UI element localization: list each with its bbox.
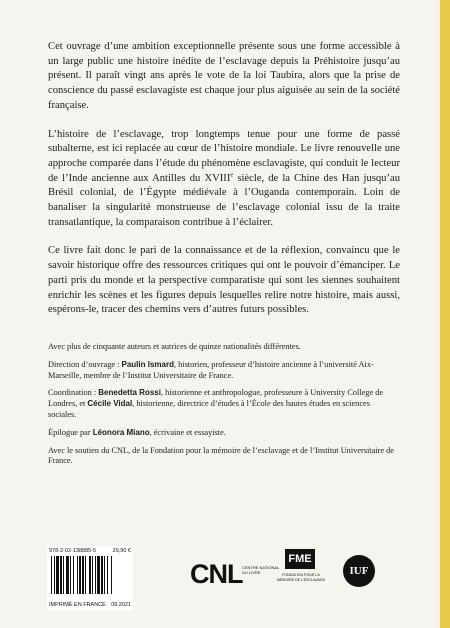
iuf-logo: IUF — [343, 555, 375, 587]
barcode-icon — [50, 556, 130, 594]
direction-credit — [48, 360, 398, 382]
blurb-paragraph-3: Ce livre fait donc le pari de la connaissance et de la réflexion, convaincu que le savoir historique offre des ressources critiques qui ont le pouvoir d’émanciper. Le parti pris du monde et la perspective comparatiste qui sont les siennes souhaitent enrichir les scènes et les figures depuis lesquelles relire notre histoire, mais aussi, espérons-le, tracer des chemins vers d’autres futurs possibles. — [48, 245, 400, 316]
direction-details: , historien, professeur d’histoire ancienne à l’université Aix-Marseille, membre de l’Institut Universitaire de France. — [48, 359, 374, 380]
coordination-details-1: , historienne et anthropologue, professeure à University College de Londres, et — [48, 388, 384, 409]
coordination-details-2: , historienne, directrice d’études à l’École des hautes études en sciences sociales. — [48, 399, 370, 419]
support-note: Avec le soutien du CNL, de la Fondation pour la mémoire de l’esclavage et de l’Institut Universitaire de France. — [48, 445, 394, 466]
direction-label: Direction d’ouvrage : — [48, 359, 122, 369]
century-superscript: e — [230, 171, 234, 179]
authors-note: Avec plus de cinquante auteurs et autrices de quinze nationalités différentes. — [48, 342, 301, 351]
epilogue-name: Léonora Miano — [92, 427, 150, 437]
coordinator-name-1: Benedetta Rossi — [98, 388, 161, 398]
blurb-paragraph-2-part-b: siècle, de la Chine des Han jusqu’au Brésil colonial, de l’Égypte médiévale à l’Ouganda contemporain. Loin de banaliser la singularité monstrueuse de l’esclavage colonial issu de la traite transatlantique, la comparaison contribue à l’éclairer. — [48, 172, 401, 228]
epilogue-details: , écrivaine et essayiste. — [149, 427, 226, 437]
print-date: 09.2021 — [111, 602, 131, 608]
cnl-logo-subtitle: CENTRE NATIONAL DU LIVRE — [242, 565, 280, 575]
epilogue-credit — [48, 428, 398, 439]
blurb — [48, 40, 400, 318]
credits — [48, 342, 398, 474]
fme-logo — [276, 549, 326, 593]
price: 29,90 € — [112, 548, 131, 554]
fme-logo-subtitle: FONDATION POUR LA MÉMOIRE DE L’ESCLAVAGE — [277, 573, 325, 582]
coordination-label: Coordination : — [48, 388, 99, 398]
printed-in: IMPRIMÉ EN FRANCE — [49, 602, 106, 608]
blurb-paragraph-2-part-a: L’histoire de l’esclavage, trop longtemps tenue pour une forme de passé subalterne, est ici replacée au cœur de l’histoire mondiale. Le livre renouvelle une approche comparée dans l’étude du phénomène esclavagiste, qui conduit le lecteur de l’Inde ancienne aux Antilles du XVIII — [48, 128, 400, 184]
cnl-logo-mark: CNL — [190, 559, 243, 589]
isbn: 978-2-02-138885-5 — [49, 548, 97, 554]
coordination-credit — [48, 388, 398, 420]
page-edge — [440, 0, 450, 628]
epilogue-label: Épilogue par — [48, 427, 93, 437]
blurb-paragraph-1: Cet ouvrage d’une ambition exceptionnelle présente sous une forme accessible à un large public une histoire inédite de l’esclavage depuis la Préhistoire jusqu’au présent. Il paraît vingt ans après le vote de la loi Taubira, alors que la prise de conscience du passé esclavagiste est chaque jour plus aiguisée au sein de la société française. — [48, 41, 400, 111]
fme-logo-mark: FME — [285, 549, 315, 569]
blurb-paragraph-2 — [48, 128, 400, 231]
direction-name: Paulin Ismard — [121, 359, 174, 369]
coordinator-name-2: Cécile Vidal — [87, 399, 133, 409]
barcode-box — [47, 546, 133, 610]
